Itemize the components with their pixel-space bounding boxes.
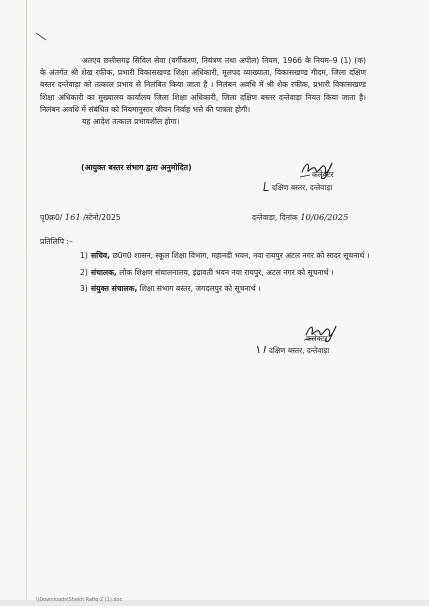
order-body xyxy=(40,55,366,128)
file-path-footer: \\Downloads\Shekh Rafiq 2 (1).doc xyxy=(36,597,123,603)
tick-mark-icon xyxy=(257,346,266,353)
copy-to-heading: प्रतिलिपि :– xyxy=(40,237,73,246)
copy-to-list xyxy=(80,250,370,300)
approval-note: (आयुक्त बस्तर संभाग द्वारा अनुमोदित) xyxy=(81,163,192,172)
reference-number: पृ0क्र0/ 161 /स्टेनो/2025 xyxy=(40,212,121,222)
collector-office-2: दक्षिण बस्तर, दन्तेवाड़ा xyxy=(258,346,329,357)
pen-mark xyxy=(36,33,46,41)
collector-title-1: कलेक्टर xyxy=(312,170,334,179)
reference-line xyxy=(40,211,370,223)
order-paragraph-1: अतएव छत्तीसगढ़ सिविल सेवा (वर्गीकरण, नियंत्रण तथा अपील) नियम, 1966 के नियम–9 (1) (क) के अंतर्गत श्री शेख रफीक, प्रभारी विकासखण्ड शिक्षा अधिकारी, मूलपद व्याख्याता, विकासखण्ड गीदम, जिला दक्षिण बस्तर दन्तेवाड़ा को तत्काल प्रभाव से निलंबित किया जाता है । निलंबन अवधि में श्री शेक रफीक, प्रभारी विकासखण्ड शिक्षा अधिकारी का मुख्यालय कार्यालय जिला शिक्षा अधिकारी, जिला दक्षिण बस्तर दन्तेवाड़ा नियत किया जाता है। निलंबन अवधि में संबंधित को नियमानुसार जीवन निर्वाह भत्ते की पात्रता होगी। xyxy=(40,56,366,114)
tick-mark-icon xyxy=(263,182,269,191)
copy-item: 2) संचालक, लोक शिक्षण संचालनालय, इंद्रावती भवन नवा रायपुर, अटल नगर को सूचनार्थ । xyxy=(80,267,334,277)
collector-title-2: कलेक्टर xyxy=(306,334,328,343)
scan-shadow-line xyxy=(26,0,27,600)
copy-item: 3) संयुक्त संचालक, शिक्षा संभाग बस्तर, जगदलपुर को सूचनार्थ । xyxy=(80,284,261,293)
collector-office-1: दक्षिण बस्तर, दन्तेवाड़ा xyxy=(264,182,332,194)
copy-item: 1) सचिव, छ0ग0 शासन, स्कूल शिक्षा विभाग, महानदी भवन, नवा रायपुर अटल नगर को सादर सूचनार्थ । xyxy=(80,251,370,260)
order-paragraph-2: यह आदेश तत्काल प्रभावशील होगा। xyxy=(82,117,180,127)
place-date: दन्तेवाड़ा, दिनांक 10/06/2025 xyxy=(252,212,349,222)
